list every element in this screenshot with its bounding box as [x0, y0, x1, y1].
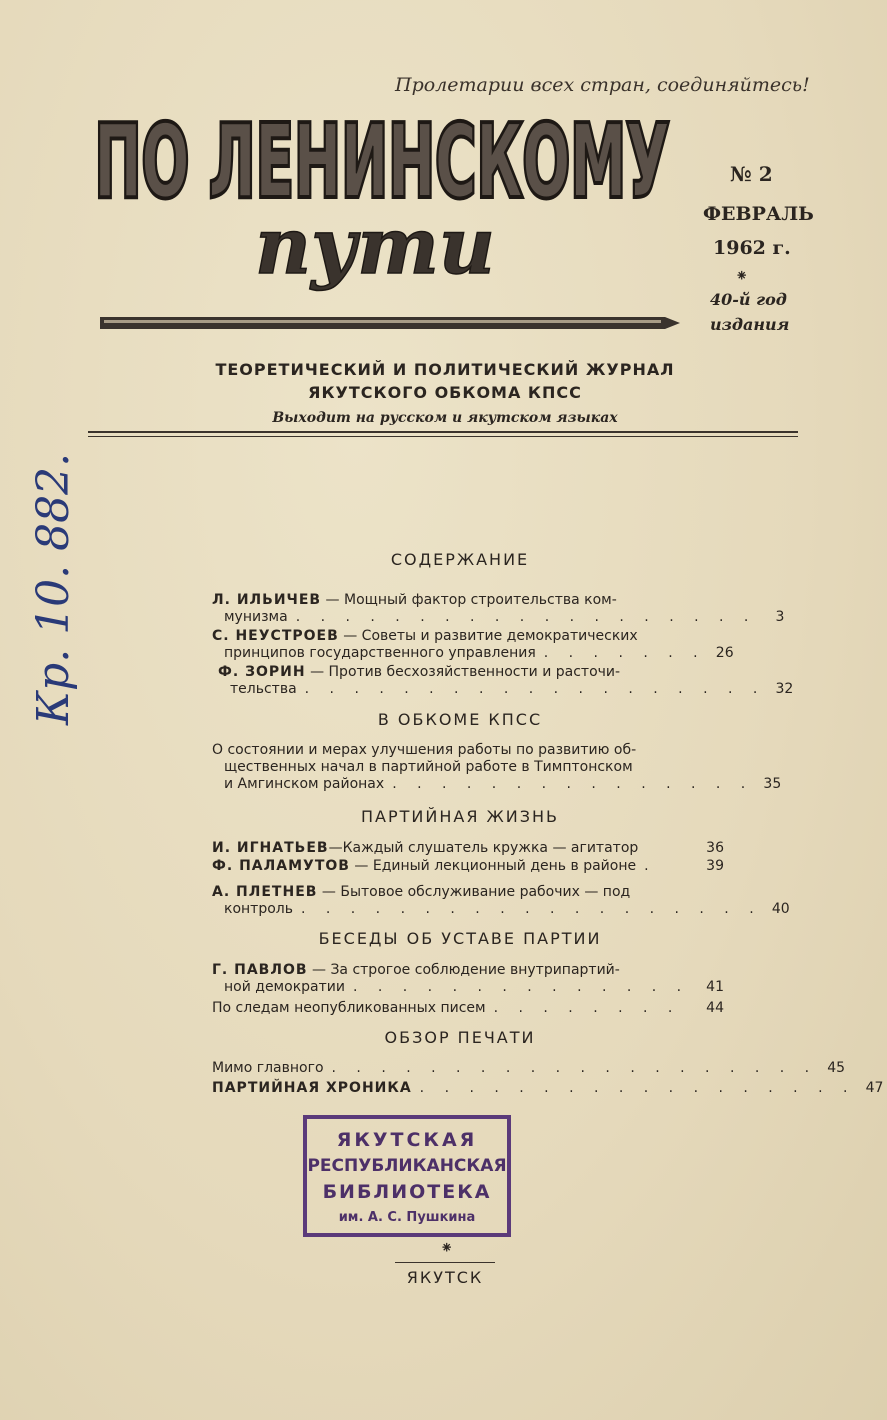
press-heading: ОБЗОР ПЕЧАТИ: [384, 1028, 536, 1047]
toc-title: О состоянии и мерах улучшения работы по развитию об-: [212, 742, 637, 758]
toc-title: — Единый лекционный день в районе: [349, 858, 637, 874]
issue-number: № 2: [730, 162, 773, 186]
toc-title: — Мощный фактор строительства ком-: [321, 592, 617, 608]
stamp-line: ЯКУТСКАЯ: [336, 1129, 478, 1151]
issue-year: 1962 г.: [713, 237, 791, 259]
toc-page: 40: [771, 901, 790, 917]
journal-publisher: ЯКУТСКОГО ОБКОМА КПСС: [308, 383, 582, 402]
toc-author: А. ПЛЕТНЕВ: [212, 884, 318, 900]
stamp-line: РЕСПУБЛИКАНСКАЯ: [307, 1156, 507, 1176]
toc-title-cont: контроль: [224, 901, 293, 917]
ornament-star: ⁕: [735, 266, 749, 285]
ornament-star: ⁕: [440, 1238, 454, 1257]
toc-page: 44: [706, 1000, 724, 1016]
masthead-title-text: ПО ЛЕНИНСКОМУ: [94, 103, 670, 220]
masthead-title-shadow: ПО ЛЕНИНСКОМУ: [94, 103, 670, 220]
toc-entry[interactable]: Ф. ПАЛАМУТОВ — Единый лекционный день в районе . 39: [212, 858, 724, 874]
toc-entry[interactable]: Ф. ЗОРИН — Против бесхозяйственности и расточи- тельства . . . . . . . . . . . . . . . . . . . 32: [218, 664, 794, 697]
contents-heading: СОДЕРЖАНИЕ: [390, 550, 530, 569]
toc-title: — Советы и развитие демократических: [338, 628, 638, 644]
masthead-title-line2: [250, 201, 500, 295]
toc-title: — Бытовое обслуживание рабочих — под: [317, 884, 631, 900]
header-divider: [88, 431, 798, 433]
toc-entry[interactable]: С. НЕУСТРОЕВ — Советы и развитие демократических принципов государственного управления . . . . . . . 26: [212, 628, 734, 661]
toc-title-cont: и Амгинском районах: [224, 776, 385, 792]
toc-entry[interactable]: По следам неопубликованных писем . . . . . . . . 44: [212, 1000, 724, 1016]
toc-entry[interactable]: Г. ПАВЛОВ — За строгое соблюдение внутрипартий- ной демократии . . . . . . . . . . . . . . 41: [212, 962, 724, 995]
stamp-line: БИБЛИОТЕКА: [322, 1181, 492, 1203]
party-life-heading: ПАРТИЙНАЯ ЖИЗНЬ: [361, 807, 559, 826]
handwritten-catalog-note: [20, 452, 80, 730]
toc-entry[interactable]: ПАРТИЙНАЯ ХРОНИКА . . . . . . . . . . . . . . . . . . 47: [212, 1080, 884, 1096]
toc-page: 3: [775, 609, 785, 625]
masthead-title-line1: [90, 103, 675, 220]
toc-author: Ф. ПАЛАМУТОВ: [212, 858, 350, 874]
toc-author: И. ИГНАТЬЕВ: [212, 840, 329, 856]
toc-page: 41: [706, 979, 724, 995]
toc-title: ПАРТИЙНАЯ ХРОНИКА: [212, 1080, 412, 1096]
journal-languages: Выходит на русском и якутском языках: [272, 410, 618, 426]
masthead-subtitle-text: пути: [255, 201, 495, 292]
toc-title: — Против бесхозяйственности и расточи-: [305, 664, 621, 680]
toc-entry[interactable]: Мимо главного . . . . . . . . . . . . . . . . . . . . 45: [212, 1060, 846, 1076]
toc-title: Мимо главного: [212, 1060, 324, 1076]
toc-entry[interactable]: [212, 840, 724, 857]
toc-entry[interactable]: О состоянии и мерах улучшения работы по развитию об- щественных начал в партийной работе в Тимптонском и Амгинском районах . . . . . . . . . . . . . . . 35: [212, 742, 782, 792]
obkom-heading: В ОБКОМЕ КПСС: [377, 710, 543, 729]
handwritten-note-text: Кр. 10. 882.: [28, 452, 79, 725]
toc-title-cont: ной демократии: [224, 979, 345, 995]
toc-page: 35: [763, 776, 782, 792]
toc-entry[interactable]: Л. ИЛЬИЧЕВ — Мощный фактор строительства ком- мунизма . . . . . . . . . . . . . . . . . . . 3: [212, 592, 785, 625]
toc-page: 32: [775, 681, 794, 697]
slogan: Пролетарии всех стран, соединяйтесь!: [395, 74, 810, 96]
toc-author: Л. ИЛЬИЧЕВ: [212, 592, 322, 608]
toc-entry[interactable]: А. ПЛЕТНЕВ — Бытовое обслуживание рабочих — под контроль . . . . . . . . . . . . . . . . . . . 40: [212, 884, 790, 917]
stamp-line: им. А. С. Пушкина: [338, 1210, 476, 1225]
toc-title-cont: принципов государственного управления: [224, 645, 536, 661]
toc-page: 39: [706, 858, 724, 874]
toc-author: Ф. ЗОРИН: [218, 664, 306, 680]
toc-page: 47: [865, 1080, 884, 1096]
journal-subtitle: ТЕОРЕТИЧЕСКИЙ И ПОЛИТИЧЕСКИЙ ЖУРНАЛ: [215, 360, 675, 379]
toc-page: 26: [715, 645, 734, 661]
toc-title-cont: тельства: [230, 681, 297, 697]
toc-page: 36: [706, 840, 724, 856]
toc-title-cont: щественных начал в партийной работе в Тимптонском: [224, 759, 633, 775]
statute-heading: БЕСЕДЫ ОБ УСТАВЕ ПАРТИИ: [318, 929, 602, 948]
toc-author: С. НЕУСТРОЕВ: [212, 628, 339, 644]
masthead-rule-bar: [100, 315, 680, 331]
city-name: ЯКУТСК: [406, 1268, 484, 1287]
header-divider-thin: [88, 436, 798, 437]
toc-title: По следам неопубликованных писем: [212, 1000, 486, 1016]
toc-title-cont: мунизма: [224, 609, 288, 625]
toc-author: Г. ПАВЛОВ: [212, 962, 308, 978]
toc-page: 45: [827, 1060, 846, 1076]
library-stamp: [303, 1115, 511, 1237]
toc-title: —Каждый слушатель кружка — агитатор: [328, 840, 639, 856]
footer-divider: [395, 1262, 495, 1263]
toc-title: — За строгое соблюдение внутрипартий-: [307, 962, 620, 978]
publication-year: 40-й год: [710, 290, 787, 309]
publication-word: издания: [710, 315, 790, 334]
issue-month: ФЕВРАЛЬ: [703, 203, 814, 225]
